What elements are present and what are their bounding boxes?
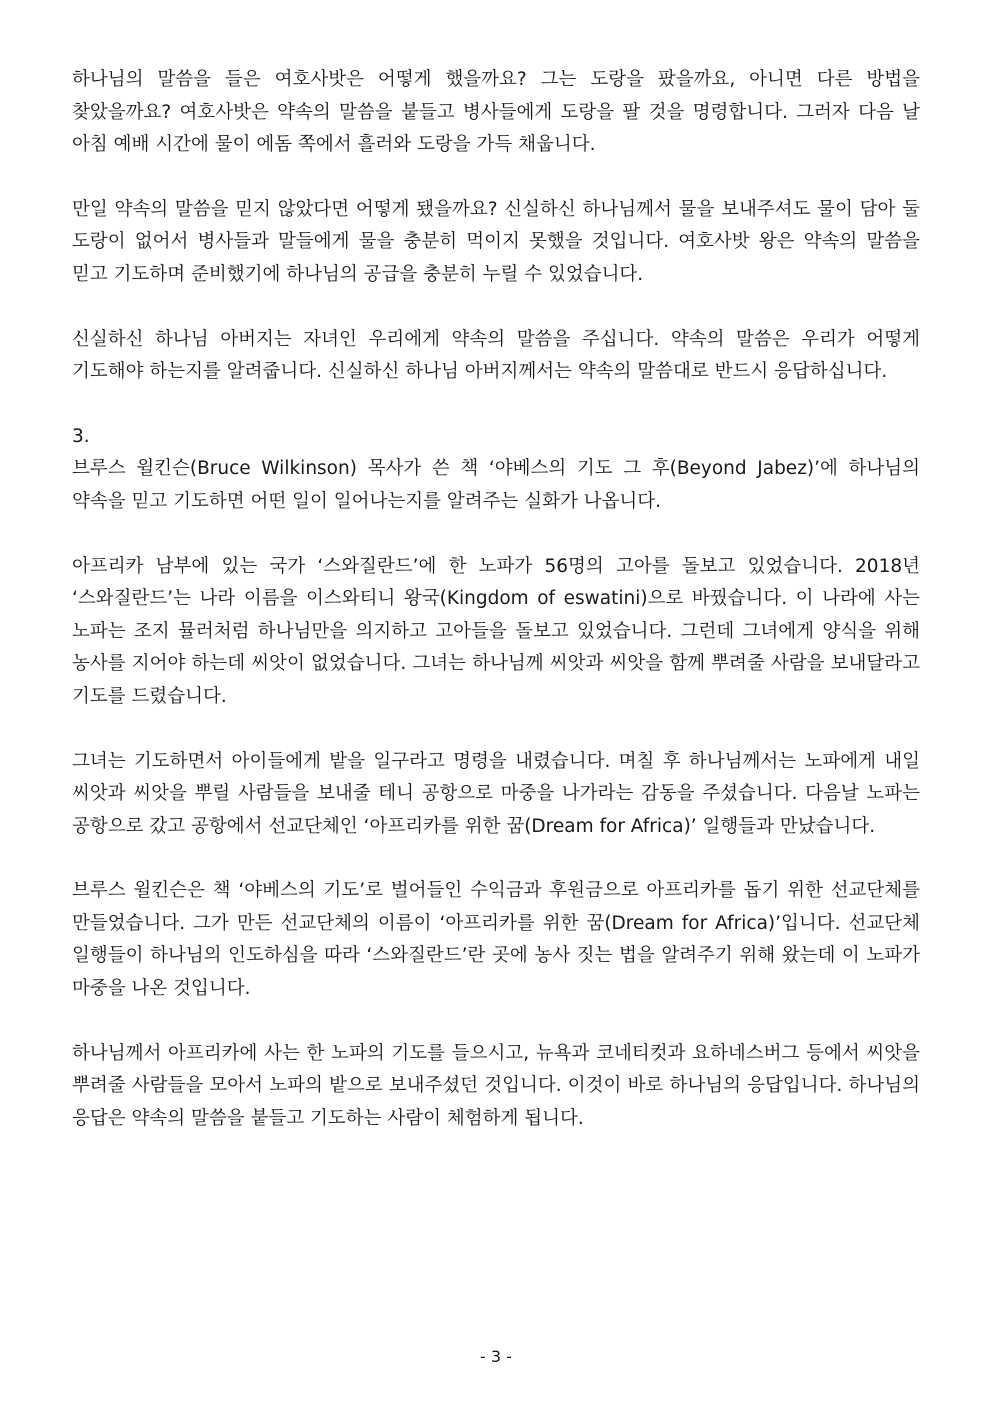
paragraph-airport-meeting: 그녀는 기도하면서 아이들에게 밭을 일구라고 명령을 내렸습니다. 며칠 후 하나님께서는 노파에게 내일 씨앗과 씨앗을 뿌릴 사람들을 보내줄 테니 공항으로 마중을 나가라는 감동을 주셨습니다. 다음날 노파는 공항으로 갔고 공항에서 선교단체인 ‘아프리카를 위한 꿈(Dream for Africa)’ 일행들과 만났습니다. — [72, 750, 920, 837]
page-number: - 3 - — [480, 1347, 512, 1366]
paragraph-faithful-father: 신실하신 하나님 아버지는 자녀인 우리에게 약속의 말씀을 주십니다. 약속의 말씀은 우리가 어떻게 기도해야 하는지를 알려줍니다. 신실하신 하나님 아버지께서는 약속의 말씀대로 반드시 응답하십니다. — [72, 328, 920, 383]
paragraph-beyond-jabez: 브루스 윌킨슨(Bruce Wilkinson) 목사가 쓴 책 ‘야베스의 기도 그 후(Beyond Jabez)’에 하나님의 약속을 믿고 기도하면 어떤 일이 일어나는지를 알려주는 실화가 나옵니다. — [72, 458, 920, 512]
paragraph-dream-for-africa: 브루스 윌킨슨은 책 ‘야베스의 기도’로 벌어들인 수익금과 후원금으로 아프리카를 돕기 위한 선교단체를 만들었습니다. 그가 만든 선교단체의 이름이 ‘아프리카를 위한 꿈(Dream for Africa)’입니다. 선교단체 일행들이 하나님의 인도하심을 따라 ‘스와질란드’란 곳에 농사 짓는 법을 알려주기 위해 왔는데 이 노파가 마중을 나온 것입니다. — [72, 880, 920, 1000]
section-number: 3. — [72, 425, 90, 447]
paragraph-unbelief-consequence: 만일 약속의 말씀을 믿지 않았다면 어떻게 됐을까요? 신실하신 하나님께서 물을 보내주셔도 물이 담아 둘 도랑이 없어서 병사들과 말들에게 물을 충분히 먹이지 못했을 것입니다. 여호사밧 왕은 약속의 말씀을 믿고 기도하며 준비했기에 하나님의 공급을 충분히 누릴 수 있었습니다. — [72, 198, 920, 285]
paragraph-swaziland-widow: 아프리카 남부에 있는 국가 ‘스와질란드’에 한 노파가 56명의 고아를 돌보고 있었습니다. 2018년 ‘스와질란드’는 나라 이름을 이스와티니 왕국(Kingdom of eswatini)으로 바꿨습니다. 이 나라에 사는 노파는 조지 뮬러처럼 하나님만을 의지하고 고아들을 돌보고 있었습니다. 그런데 그녀에게 양식을 위해 농사를 지어야 하는데 씨앗이 없었습니다. 그녀는 하나님께 씨앗과 씨앗을 함께 뿌려줄 사람을 보내달라고 기도를 드렸습니다. — [72, 555, 920, 707]
document-body — [72, 64, 920, 1135]
paragraph-gods-answer: 하나님께서 아프리카에 사는 한 노파의 기도를 들으시고, 뉴욕과 코네티컷과 요하네스버그 등에서 씨앗을 뿌려줄 사람들을 모아서 노파의 밭으로 보내주셨던 것입니다. 이것이 바로 하나님의 응답입니다. 하나님의 응답은 약속의 말씀을 붙들고 기도하는 사람이 체험하게 됩니다. — [72, 1042, 920, 1129]
paragraph-jehoshaphat-obedience: 하나님의 말씀을 들은 여호사밧은 어떻게 했을까요? 그는 도랑을 팠을까요, 아니면 다른 방법을 찾았을까요? 여호사밧은 약속의 말씀을 붙들고 병사들에게 도랑을 팔 것을 명령합니다. 그러자 다음 날 아침 예배 시간에 물이 에돔 쪽에서 흘러와 도랑을 가득 채웁니다. — [72, 69, 920, 156]
